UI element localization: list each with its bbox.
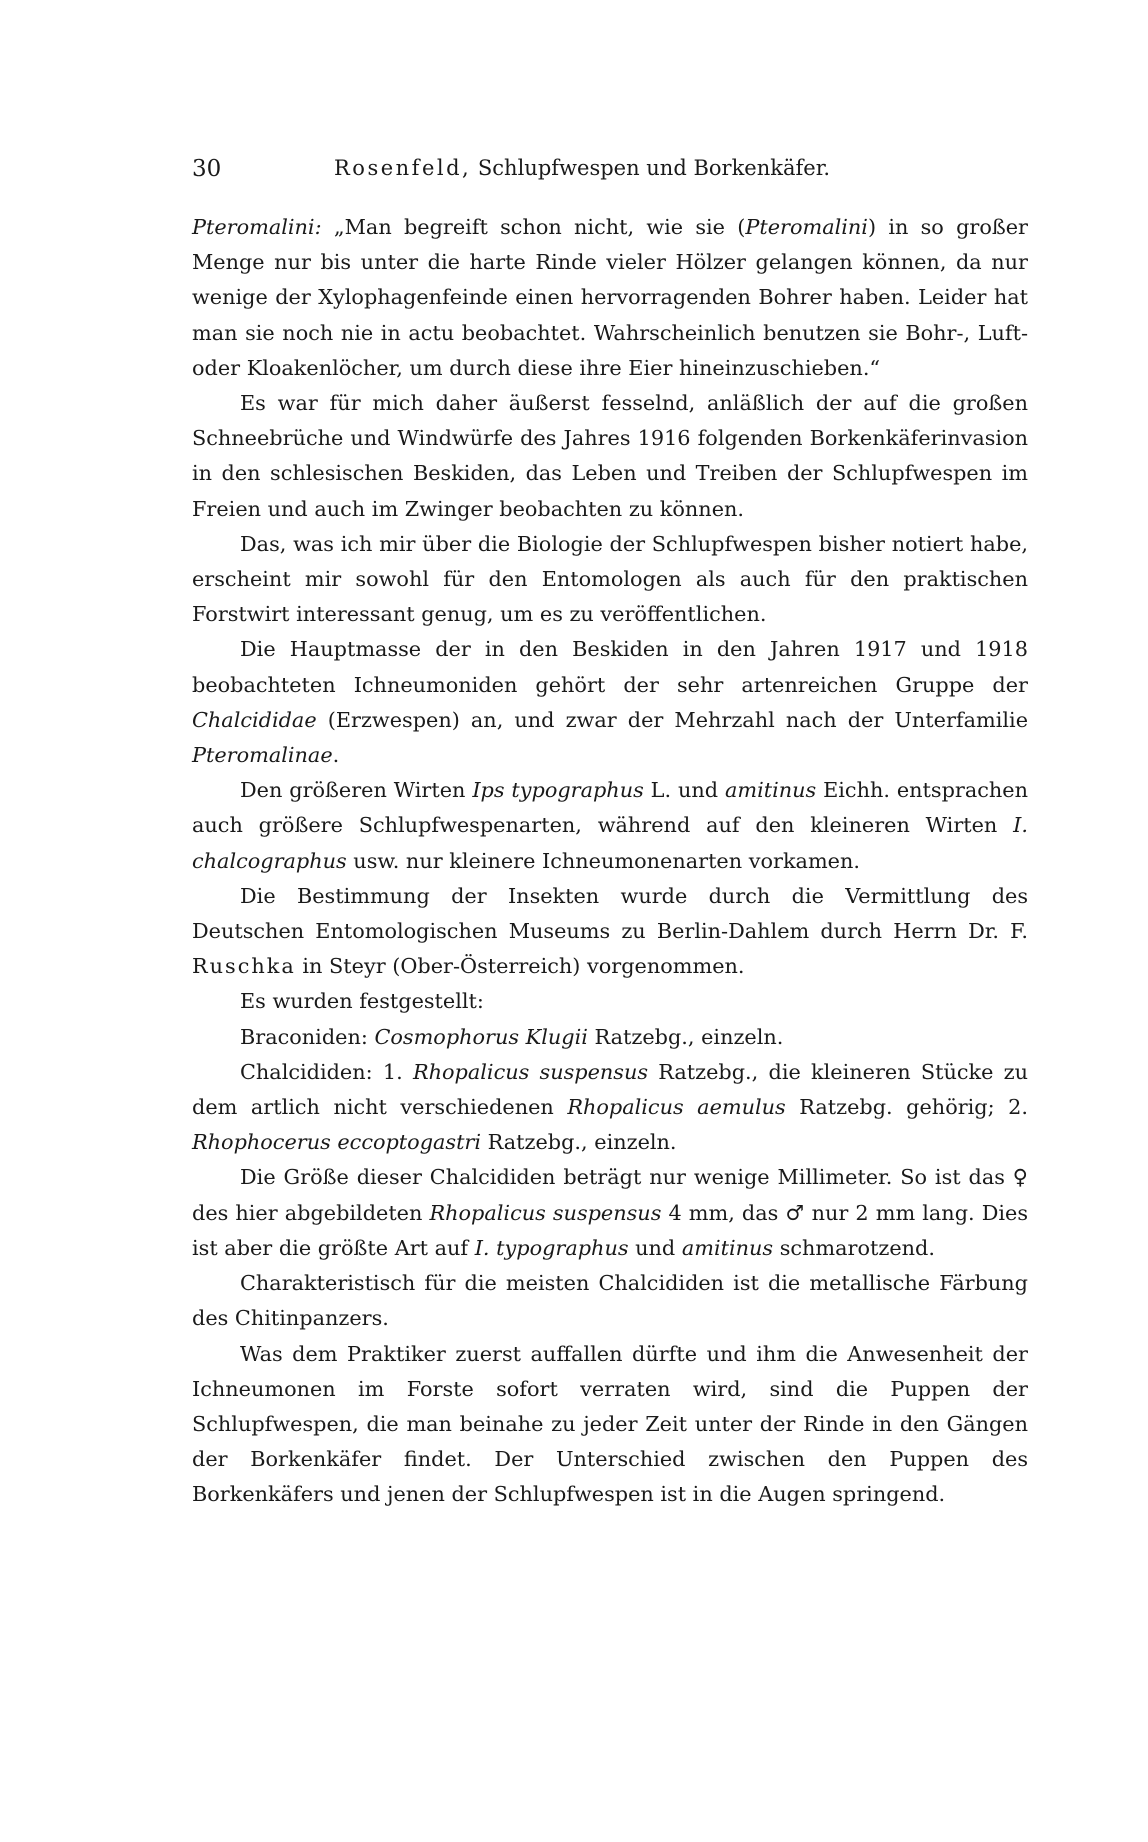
paragraph: Die Hauptmasse der in den Beskiden in den Jahren 1917 und 1918 beobachteten Ichneumoniden gehört der sehr artenreichen Gruppe der Chalcididae (Erzwespen) an, und zwar der Mehrzahl nach der Unterfamilie Pteromalinae. xyxy=(192,637,1028,768)
page-header xyxy=(192,148,1028,188)
running-head-title: Schlupfwespen und Borkenkäfer. xyxy=(477,156,831,180)
page-body xyxy=(192,210,1028,1513)
paragraph: Was dem Praktiker zuerst auffallen dürfte und ihm die Anwesenheit der Ichneumonen im Forste sofort verraten wird, sind die Puppen der Schlupfwespen, die man beinahe zu jeder Zeit unter der Rinde in den Gängen der Borkenkäfer findet. Der Unterschied zwischen den Puppen des Borkenkäfers und jenen der Schlupfwespen ist in die Augen springend. xyxy=(192,1341,1028,1507)
paragraph: Charakteristisch für die meisten Chalcididen ist die metallische Färbung des Chitinpanzers. xyxy=(192,1271,1028,1331)
list-intro: Es wurden festgestellt: xyxy=(240,989,484,1014)
running-head-author: Rosenfeld, xyxy=(334,156,472,180)
book-page xyxy=(192,148,1028,1513)
paragraph: Die Größe dieser Chalcididen beträgt nur wenige Millimeter. So ist das ♀ des hier abgebildeten Rhopalicus suspensus 4 mm, das ♂ nur 2 mm lang. Dies ist aber die größte Art auf I. typographus und amitinus schmarotzend. xyxy=(192,1165,1029,1260)
paragraph: Den größeren Wirten Ips typographus L. und amitinus Eichh. entsprachen auch größere Schlupfwespenarten, während auf den kleineren Wirten I. chalcographus usw. nur kleinere Ichneumonenarten vorkamen. xyxy=(192,778,1028,873)
paragraph-quote: Pteromalini: „Man begreift schon nicht, wie sie (Pteromalini) in so großer Menge nur bis unter die harte Rinde vieler Hölzer gelangen können, da nur wenige der Xylophagenfeinde einen hervorragenden Bohrer haben. Leider hat man sie noch nie in actu beobachtet. Wahrscheinlich benutzen sie Bohr-, Luft- oder Kloakenlöcher, um durch diese ihre Eier hineinzuschieben.“ xyxy=(192,215,1028,380)
paragraph: Es war für mich daher äußerst fesselnd, anläßlich der auf die großen Schneebrüche und Windwürfe des Jahres 1916 folgenden Borkenkäferinvasion in den schlesischen Beskiden, das Leben und Treiben der Schlupfwespen im Freien und auch im Zwinger beobachten zu können. xyxy=(192,391,1028,521)
person-name: Ruschka xyxy=(192,954,296,979)
running-head xyxy=(334,156,830,180)
species-list-item: Chalcididen: 1. Rhopalicus suspensus Ratzebg., die kleineren Stücke zu dem artlich nicht verschiedenen Rhopalicus aemulus Ratzebg. gehörig; 2. Rhophocerus eccoptogastri Ratzebg., einzeln. xyxy=(192,1059,1028,1155)
paragraph: Das, was ich mir über die Biologie der Schlupfwespen bisher notiert habe, erscheint mir sowohl für den Entomologen als auch für den praktischen Forstwirt interessant genug, um es zu veröffentlichen. xyxy=(192,531,1028,627)
page-number: 30 xyxy=(192,156,222,182)
species-list-item: Braconiden: Cosmophorus Klugii Ratzebg., einzeln. xyxy=(240,1024,784,1049)
paragraph: Die Bestimmung der Insekten wurde durch die Vermittlung des Deutschen Entomologischen Museums zu Berlin-Dahlem durch Herrn Dr. F. Ruschka in Steyr (Ober-Österreich) vorgenommen. xyxy=(192,883,1028,979)
quote-label: Pteromalini: xyxy=(192,215,322,239)
